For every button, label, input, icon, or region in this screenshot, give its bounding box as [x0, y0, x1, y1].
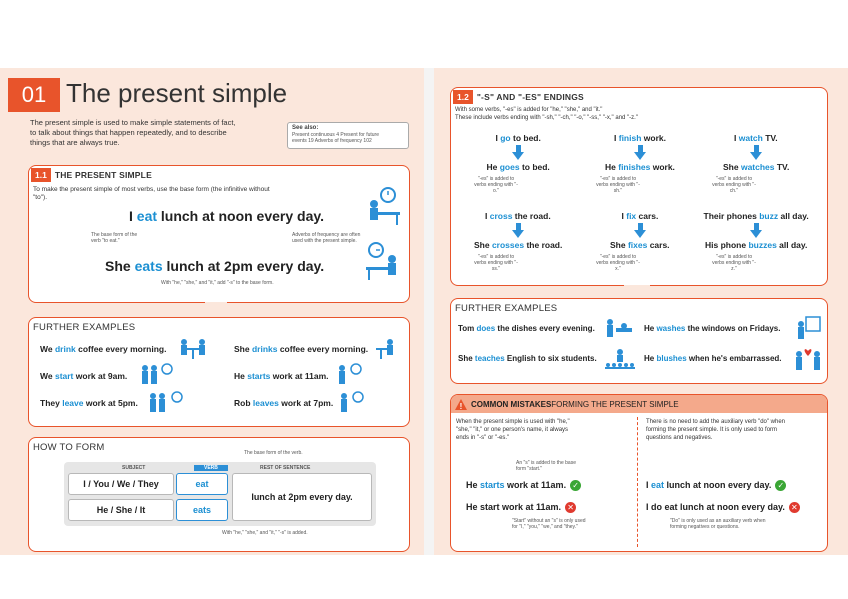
- pair-note-5: "-es" is added to verbs ending with "-z.": [712, 254, 756, 272]
- pair-note-4: "-es" is added to verbs ending with "-x.": [596, 254, 640, 272]
- down-arrow-icon: [516, 145, 521, 152]
- window-washing-icon: [796, 316, 822, 340]
- pair-bottom-4: She fixes cars.: [610, 240, 670, 250]
- person-at-desk-clock-icon: [362, 186, 402, 226]
- down-arrow-icon: [638, 223, 643, 230]
- wrong-start: He start work at 11am. ✕: [466, 502, 576, 513]
- intro-text: The present simple is used to make simple statements of fact, to talk about things that happen repeatedly, and to describe things that are always true.: [30, 118, 236, 147]
- people-clock-icon: [140, 362, 174, 386]
- down-arrow-icon: [638, 145, 643, 152]
- how-to-form-title: HOW TO FORM: [33, 442, 105, 453]
- example-drink: We drink coffee every morning.: [40, 344, 167, 354]
- teacher-students-icon: [604, 348, 636, 370]
- correct-starts: He starts work at 11am. ✓: [466, 480, 581, 491]
- col-subject: SUBJECT: [122, 465, 146, 471]
- down-arrow-icon: [754, 145, 759, 152]
- example-leave: They leave work at 5pm.: [40, 398, 138, 408]
- note-adverb: Adverbs of frequency are often used with the present simple.: [292, 232, 361, 244]
- pair-top-1: I finish work.: [614, 133, 666, 143]
- pair-bottom-2: She watches TV.: [723, 162, 790, 172]
- people-leaving-clock-icon: [148, 390, 184, 414]
- mistakes-title-bold: COMMON MISTAKES: [471, 399, 552, 409]
- note-wrong-start: "Start" without an "s" is only used for "I," "you," "we," and "they.": [512, 518, 586, 530]
- down-arrow-head: [750, 152, 762, 160]
- section-1-1-number: 1.1: [31, 168, 51, 182]
- pair-top-5: Their phones buzz all day.: [703, 211, 809, 221]
- blushing-couple-icon: [794, 347, 822, 371]
- pair-top-3: I cross the road.: [485, 211, 551, 221]
- col-verb: VERB: [194, 465, 228, 471]
- pair-top-0: I go to bed.: [495, 133, 541, 143]
- section-1-1-title: THE PRESENT SIMPLE: [54, 170, 152, 180]
- section-1-2-desc1: With some verbs, "-es" is added for "he," "she," and "it.": [455, 107, 603, 113]
- down-arrow-head: [750, 230, 762, 238]
- mistakes-left-desc: When the present simple is used with "he," "she," "it," or one person's name, it always ends in "-s" or "-es.": [456, 419, 570, 441]
- mistakes-right-desc: There is no need to add the auxiliary verb "do" when forming the present simple. It is only used to form questions and negatives.: [646, 419, 786, 441]
- rest-of-sentence: lunch at 2pm every day.: [232, 473, 372, 521]
- pair-note-2: "-es" is added to verbs ending with "-ch.": [712, 176, 756, 194]
- down-arrow-head: [512, 152, 524, 160]
- pair-bottom-5: His phone buzzes all day.: [705, 240, 808, 250]
- row1-subject: I / You / We / They: [68, 473, 174, 495]
- further-examples-right-title: FURTHER EXAMPLES: [455, 303, 558, 314]
- chapter-number: 01: [8, 78, 60, 112]
- coffee-person-icon: [374, 338, 398, 360]
- down-arrow-head: [634, 152, 646, 160]
- example-start: We start work at 9am.: [40, 371, 128, 381]
- example-leaves: Rob leaves work at 7pm.: [234, 398, 334, 408]
- section-1-1-box: [28, 165, 410, 303]
- pair-note-0: "-es" is added to verbs ending with "-o.": [474, 176, 518, 194]
- example-blushes: He blushes when he's embarrassed.: [644, 354, 782, 363]
- example-washes: He washes the windows on Fridays.: [644, 324, 781, 333]
- note-s-added: With "he," "she," and "it," "-s" is added.: [222, 530, 308, 536]
- page-gutter: [424, 68, 434, 555]
- down-arrow-icon: [754, 223, 759, 230]
- note-base-verb: The base form of the verb.: [244, 450, 303, 456]
- cross-icon-2: ✕: [789, 502, 800, 513]
- common-mistakes-header: [451, 395, 827, 413]
- note-s-start: An "s" is added to the base form "start.": [516, 460, 576, 472]
- down-arrow-icon: [516, 223, 521, 230]
- example-eat: I eat lunch at noon every day.: [129, 208, 325, 224]
- mistakes-title-rest: FORMING THE PRESENT SIMPLE: [551, 399, 679, 409]
- pair-note-3: "-es" is added to verbs ending with "-ss.": [474, 254, 518, 272]
- row1-verb: eat: [176, 473, 228, 495]
- example-eats: She eats lunch at 2pm every day.: [105, 258, 325, 274]
- row2-verb: eats: [176, 499, 228, 521]
- person-clock-icon: [336, 362, 364, 386]
- note-wrong-do: "Do" is only used as an auxiliary verb when forming negatives or questions.: [670, 518, 766, 530]
- mistakes-divider: [637, 417, 638, 547]
- pair-bottom-1: He finishes work.: [605, 162, 675, 172]
- pair-note-1: "-es" is added to verbs ending with "-sh.": [596, 176, 640, 194]
- further-examples-right-box: [450, 298, 828, 384]
- section-1-2-desc2: These include verbs ending with "-sh," "-ch," "-o," "-ss," "-x," and "-z.": [455, 115, 638, 121]
- tick-icon: ✓: [570, 480, 581, 491]
- person-leaving-clock-icon: [338, 390, 366, 414]
- pair-bottom-0: He goes to bed.: [486, 162, 550, 172]
- cross-icon: ✕: [565, 502, 576, 513]
- note-add-s: With "he," "she," and "it," add "-s" to the base form.: [161, 280, 274, 286]
- row2-subject: He / She / It: [68, 499, 174, 521]
- down-arrow-head: [512, 230, 524, 238]
- section-1-1-desc: To make the present simple of most verbs, use the base form (the infinitive without "to").: [33, 186, 270, 201]
- chapter-title: The present simple: [66, 78, 288, 108]
- example-does: Tom does the dishes every evening.: [458, 324, 595, 333]
- see-also-heading: See also:: [292, 125, 319, 131]
- example-teaches: She teaches English to six students.: [458, 354, 597, 363]
- wrong-do-eat: I do eat lunch at noon every day. ✕: [646, 502, 800, 513]
- section-1-2-number: 1.2: [453, 90, 473, 104]
- further-examples-left-title: FURTHER EXAMPLES: [33, 322, 136, 333]
- coffee-table-icon: [178, 338, 208, 360]
- warning-icon: [455, 399, 467, 410]
- down-arrow-head: [634, 230, 646, 238]
- person-at-desk-clock-icon-2: [362, 241, 402, 281]
- svg-text:!: !: [459, 401, 463, 410]
- see-also-box: [287, 122, 409, 149]
- pair-top-2: I watch TV.: [734, 133, 778, 143]
- example-starts: He starts work at 11am.: [234, 371, 329, 381]
- see-also-line2: events 19 Adverbs of frequency 102: [292, 138, 372, 144]
- pair-bottom-3: She crosses the road.: [474, 240, 563, 250]
- correct-eat: I eat lunch at noon every day. ✓: [646, 480, 786, 491]
- section-1-2-title: "-S" AND "-ES" ENDINGS: [476, 92, 584, 102]
- col-rest: REST OF SENTENCE: [260, 465, 311, 471]
- example-drinks: She drinks coffee every morning.: [234, 344, 369, 354]
- dishes-icon: [604, 318, 634, 338]
- pair-top-4: I fix cars.: [621, 211, 659, 221]
- see-also-line1: Present continuous 4 Present for future: [292, 132, 379, 138]
- tick-icon-2: ✓: [775, 480, 786, 491]
- note-base-form: The base form of the verb "to eat.": [91, 232, 138, 244]
